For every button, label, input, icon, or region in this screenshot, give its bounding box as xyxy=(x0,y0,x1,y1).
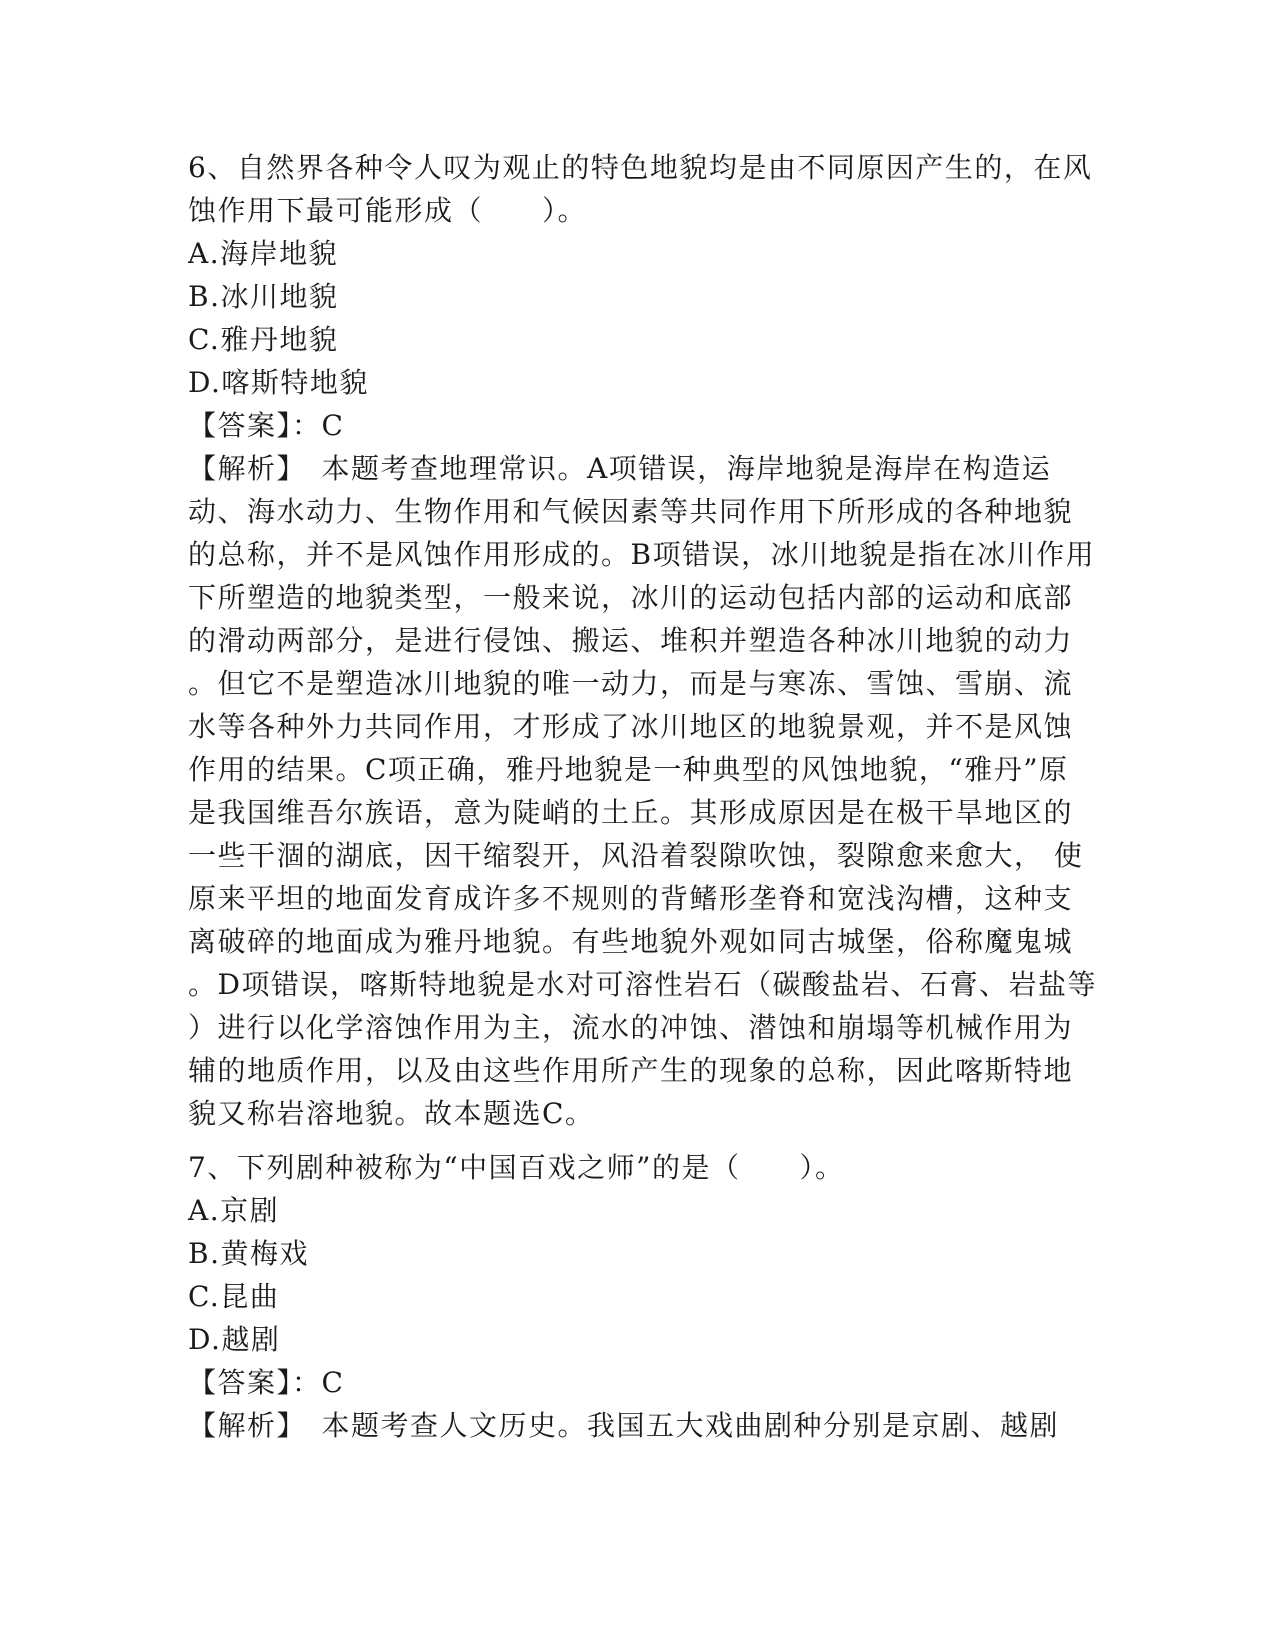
question-6-answer: 【答案】：C xyxy=(188,409,345,442)
question-7 xyxy=(188,1146,1088,1447)
question-6-analysis-line: 的总称，并不是风蚀作用形成的。B项错误，冰川地貌是指在冰川作用 xyxy=(188,538,1096,571)
question-6-analysis-line: 辅的地质作用，以及由这些作用所产生的现象的总称，因此喀斯特地 xyxy=(188,1054,1074,1087)
question-7-option-c: C.昆曲 xyxy=(188,1280,280,1313)
question-7-stem-line-1: 7、下列剧种被称为“中国百戏之师”的是（ ）。 xyxy=(188,1151,845,1184)
question-6-analysis-line: ）进行以化学溶蚀作用为主，流水的冲蚀、潜蚀和崩塌等机械作用为 xyxy=(188,1011,1074,1044)
question-6-option-d: D.喀斯特地貌 xyxy=(188,366,369,399)
question-spacer xyxy=(188,1135,1088,1146)
question-6-analysis-line: 动、海水动力、生物作用和气候因素等共同作用下所形成的各种地貌 xyxy=(188,495,1074,528)
question-6-analysis-line: 【解析】 本题考查地理常识。A项错误，海岸地貌是海岸在构造运 xyxy=(188,452,1052,485)
question-6-analysis-line: 离破碎的地面成为雅丹地貌。有些地貌外观如同古城堡，俗称魔鬼城 xyxy=(188,925,1074,958)
question-7-option-d: D.越剧 xyxy=(188,1323,281,1356)
question-6-analysis-line: 貌又称岩溶地貌。故本题选C。 xyxy=(188,1097,595,1130)
question-7-analysis-line: 【解析】 本题考查人文历史。我国五大戏曲剧种分别是京剧、越剧 xyxy=(188,1409,1060,1442)
question-6-stem-line-1: 6、自然界各种令人叹为观止的特色地貌均是由不同原因产生的，在风 xyxy=(188,151,1093,184)
question-6-analysis-line: 。但它不是塑造冰川地貌的唯一动力，而是与寒冻、雪蚀、雪崩、流 xyxy=(188,667,1074,700)
question-6-analysis-line: 下所塑造的地貌类型，一般来说，冰川的运动包括内部的运动和底部 xyxy=(188,581,1074,614)
question-6-analysis-line: 是我国维吾尔族语，意为陡峭的土丘。其形成原因是在极干旱地区的 xyxy=(188,796,1074,829)
question-6-analysis-line: 的滑动两部分，是进行侵蚀、搬运、堆积并塑造各种冰川地貌的动力 xyxy=(188,624,1074,657)
question-7-option-a: A.京剧 xyxy=(188,1194,280,1227)
question-6-option-b: B.冰川地貌 xyxy=(188,280,339,313)
question-6-option-c: C.雅丹地貌 xyxy=(188,323,339,356)
question-6-analysis-line: 原来平坦的地面发育成许多不规则的背鳍形垄脊和宽浅沟槽，这种支 xyxy=(188,882,1074,915)
question-7-option-b: B.黄梅戏 xyxy=(188,1237,309,1270)
question-7-answer: 【答案】：C xyxy=(188,1366,345,1399)
question-6-option-a: A.海岸地貌 xyxy=(188,237,339,270)
question-6-analysis-line: 作用的结果。C项正确，雅丹地貌是一种典型的风蚀地貌，“雅丹”原 xyxy=(188,753,1069,786)
question-6 xyxy=(188,146,1097,1135)
question-6-analysis-line: 水等各种外力共同作用，才形成了冰川地区的地貌景观，并不是风蚀 xyxy=(188,710,1074,743)
question-6-stem-line-2: 蚀作用下最可能形成（ ）。 xyxy=(188,194,588,227)
question-6-analysis-line: 一些干涸的湖底，因干缩裂开，风沿着裂隙吹蚀，裂隙愈来愈大， 使 xyxy=(188,839,1084,872)
question-6-analysis-line: 。D项错误，喀斯特地貌是水对可溶性岩石（碳酸盐岩、石膏、岩盐等 xyxy=(188,968,1097,1001)
document-page xyxy=(188,146,1097,1447)
